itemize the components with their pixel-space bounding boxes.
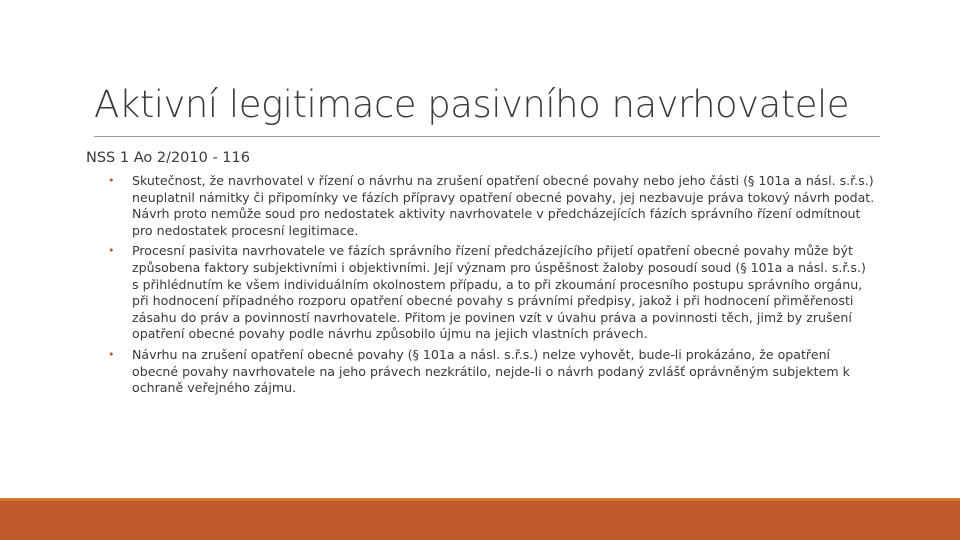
case-reference: NSS 1 Ao 2/2010 - 116 — [86, 150, 250, 166]
bullet-list — [106, 173, 876, 401]
bullet-dot-icon: • — [108, 347, 115, 361]
list-item — [106, 347, 876, 397]
list-item — [106, 173, 876, 239]
bullet-text: Procesní pasivita navrhovatele ve fázích správního řízení předcházejícího přijetí opatření obecné povahy může být způsobena faktory subjektivními i objektivními. Její význam pro úspěšnost žaloby posoudí soud (§ 101a a násl. s.ř.s.) s přihlédnutím ke všem individuálním okolnostem případu, a to při zkoumání procesního postupu správního orgánu, při hodnocení případného rozporu opatření obecné povahy s právními předpisy, jakož i při hodnocení přiměřenosti zásahu do práv a povinností navrhovatele. Přitom je povinen vzít v úvahu práva a povinnosti těch, jimž by zrušení opatření obecné povahy podle návrhu způsobilo újmu na jejich vlastních právech. — [132, 243, 866, 342]
bullet-text: Návrhu na zrušení opatření obecné povahy (§ 101a a násl. s.ř.s.) nelze vyhovět, bude-li prokázáno, že opatření obecné povahy navrhovatele na jeho právech nezkrátilo, nejde-li o návrh podaný zvlášť oprávněným subjektem k ochraně veřejného zájmu. — [132, 346, 850, 396]
footer-accent-bar — [0, 498, 960, 540]
bullet-text: Skutečnost, že navrhovatel v řízení o návrhu na zrušení opatření obecné povahy nebo jeho části (§ 101a a násl. s.ř.s.) neuplatnil námitky či připomínky ve fázích přípravy opatření obecné povahy, jej nezbavuje práva tokový návrh podat. Návrh proto nemůže soud pro nedostatek aktivity navrhovatele v předcházejících fázích správního řízení odmítnout pro nedostatek procesní legitimace. — [132, 173, 875, 238]
slide-title: Aktivní legitimace pasivního navrhovatele — [94, 83, 850, 126]
bullet-dot-icon: • — [108, 244, 115, 258]
list-item — [106, 243, 876, 343]
title-divider — [94, 136, 880, 137]
bullet-dot-icon: • — [108, 174, 115, 187]
footer-accent-line — [0, 498, 960, 501]
